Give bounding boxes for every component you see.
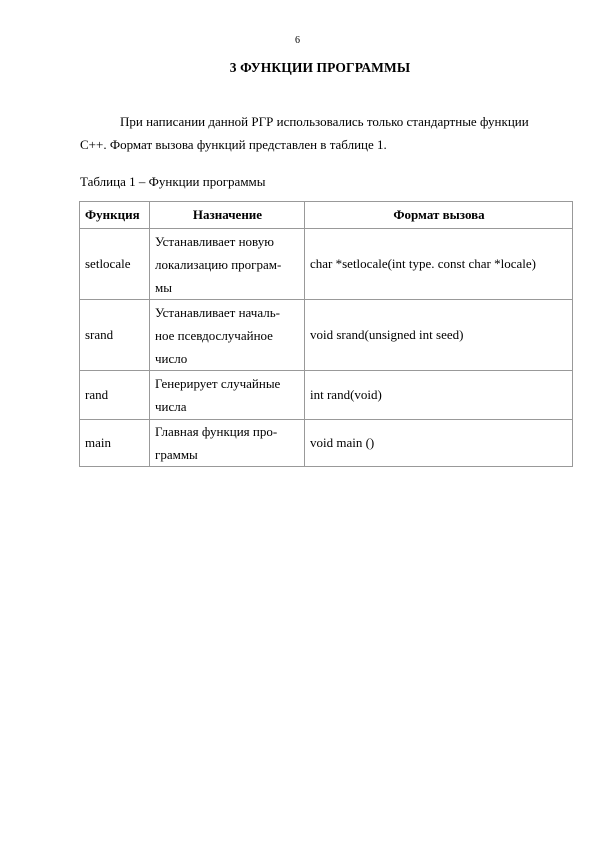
purpose-line: Генерирует случайные (155, 376, 281, 391)
function-purpose (150, 229, 305, 300)
header-function: Функция (80, 202, 150, 229)
purpose-line: локализацию програм- (155, 256, 282, 272)
purpose-line: число (155, 350, 188, 366)
table-caption: Таблица 1 – Функции программы (80, 174, 266, 189)
purpose-line: граммы (155, 447, 198, 462)
purpose-line: Главная функция про- (155, 424, 278, 439)
function-name: setlocale (80, 229, 150, 300)
table-row (80, 300, 573, 371)
table-header-row (80, 202, 573, 229)
header-call-format: Формат вызова (305, 202, 573, 229)
purpose-line: числа (155, 399, 187, 414)
functions-table (79, 201, 573, 467)
function-call-format: void srand(unsigned int seed) (305, 300, 573, 371)
purpose-line: Устанавливает новую (155, 233, 274, 249)
function-purpose (150, 300, 305, 371)
function-name: main (80, 420, 150, 467)
function-name: srand (80, 300, 150, 371)
body-paragraph: При написании данной РГР использовались только стандартные функции С++. Формат вызова функций представлен в таблице 1. (80, 114, 529, 152)
purpose-line: мы (155, 279, 172, 295)
function-purpose (150, 371, 305, 420)
header-purpose: Назначение (150, 202, 305, 229)
purpose-line: ное псевдослучайное (155, 327, 273, 343)
page-number: 6 (295, 35, 300, 46)
function-call-format: void main () (305, 420, 573, 467)
function-name: rand (80, 371, 150, 420)
section-heading: 3 ФУНКЦИИ ПРОГРАММЫ (229, 60, 411, 75)
function-call-format: int rand(void) (305, 371, 573, 420)
purpose-line: Устанавливает началь- (155, 304, 280, 320)
table-row (80, 229, 573, 300)
function-purpose (150, 420, 305, 467)
table-row (80, 420, 573, 467)
function-call-format: char *setlocale(int type. const char *locale) (305, 229, 573, 300)
table-row (80, 371, 573, 420)
